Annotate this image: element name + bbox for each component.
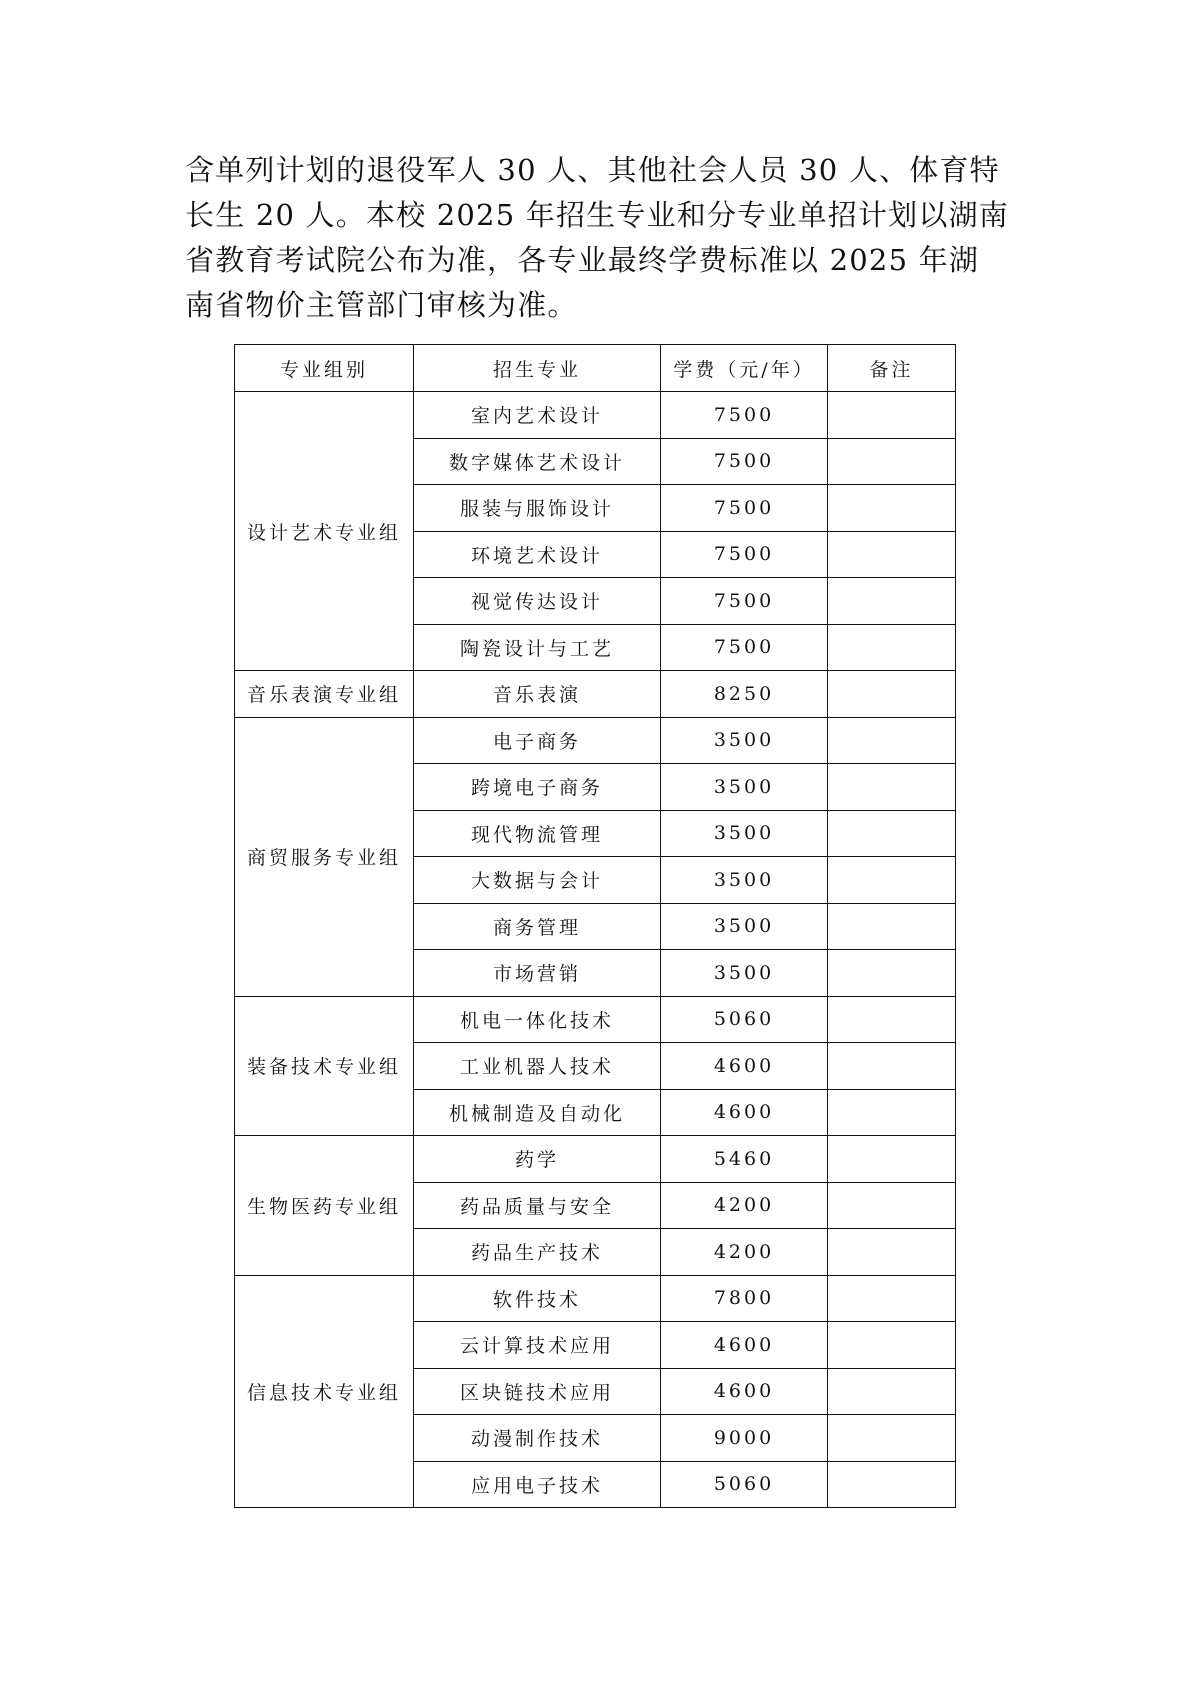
fee-cell: 5060	[661, 1461, 828, 1508]
fee-cell: 3500	[661, 810, 828, 857]
group-name-cell: 音乐表演专业组	[235, 671, 414, 718]
note-cell	[828, 438, 956, 485]
fee-cell: 4200	[661, 1229, 828, 1276]
tuition-table	[234, 344, 956, 1508]
header-fee: 学费（元/年）	[661, 345, 828, 392]
table-body	[235, 392, 956, 1508]
group-name-cell: 装备技术专业组	[235, 996, 414, 1136]
major-cell: 应用电子技术	[414, 1461, 661, 1508]
note-cell	[828, 1275, 956, 1322]
fee-cell: 4200	[661, 1182, 828, 1229]
note-cell	[828, 950, 956, 997]
table-row	[235, 996, 956, 1043]
major-cell: 软件技术	[414, 1275, 661, 1322]
note-cell	[828, 1043, 956, 1090]
major-cell: 区块链技术应用	[414, 1368, 661, 1415]
note-cell	[828, 764, 956, 811]
paragraph-line: 省教育考试院公布为准，各专业最终学费标准以 2025 年湖	[185, 243, 980, 277]
paragraph-line: 长生 20 人。本校 2025 年招生专业和分专业单招计划以湖南	[185, 198, 1009, 232]
note-cell	[828, 1368, 956, 1415]
major-cell: 室内艺术设计	[414, 392, 661, 439]
table-row	[235, 392, 956, 439]
table-row	[235, 671, 956, 718]
fee-cell: 3500	[661, 857, 828, 904]
major-cell: 数字媒体艺术设计	[414, 438, 661, 485]
note-cell	[828, 531, 956, 578]
header-note: 备注	[828, 345, 956, 392]
note-cell	[828, 392, 956, 439]
note-cell	[828, 1089, 956, 1136]
major-cell: 大数据与会计	[414, 857, 661, 904]
fee-cell: 7500	[661, 392, 828, 439]
major-cell: 市场营销	[414, 950, 661, 997]
table-header-row	[235, 345, 956, 392]
fee-cell: 3500	[661, 950, 828, 997]
fee-cell: 5060	[661, 996, 828, 1043]
note-cell	[828, 857, 956, 904]
major-cell: 音乐表演	[414, 671, 661, 718]
note-cell	[828, 578, 956, 625]
fee-cell: 7500	[661, 624, 828, 671]
major-cell: 跨境电子商务	[414, 764, 661, 811]
major-cell: 视觉传达设计	[414, 578, 661, 625]
fee-cell: 7500	[661, 438, 828, 485]
major-cell: 药品质量与安全	[414, 1182, 661, 1229]
paragraph-line: 南省物价主管部门审核为准。	[185, 288, 578, 322]
major-cell: 陶瓷设计与工艺	[414, 624, 661, 671]
major-cell: 动漫制作技术	[414, 1415, 661, 1462]
fee-cell: 7500	[661, 531, 828, 578]
group-name-cell: 设计艺术专业组	[235, 392, 414, 671]
note-cell	[828, 624, 956, 671]
fee-cell: 7800	[661, 1275, 828, 1322]
major-cell: 药品生产技术	[414, 1229, 661, 1276]
group-name-cell: 生物医药专业组	[235, 1136, 414, 1276]
major-cell: 现代物流管理	[414, 810, 661, 857]
fee-cell: 7500	[661, 485, 828, 532]
fee-cell: 4600	[661, 1089, 828, 1136]
table-row	[235, 717, 956, 764]
note-cell	[828, 1415, 956, 1462]
note-cell	[828, 903, 956, 950]
table-row	[235, 1275, 956, 1322]
fee-cell: 3500	[661, 903, 828, 950]
fee-cell: 4600	[661, 1322, 828, 1369]
major-cell: 电子商务	[414, 717, 661, 764]
major-cell: 工业机器人技术	[414, 1043, 661, 1090]
table-row	[235, 1136, 956, 1183]
fee-cell: 3500	[661, 717, 828, 764]
fee-cell: 9000	[661, 1415, 828, 1462]
intro-paragraph	[185, 148, 1020, 328]
fee-cell: 3500	[661, 764, 828, 811]
fee-cell: 7500	[661, 578, 828, 625]
paragraph-line: 含单列计划的退役军人 30 人、其他社会人员 30 人、体育特	[185, 153, 1000, 187]
note-cell	[828, 485, 956, 532]
note-cell	[828, 1229, 956, 1276]
group-name-cell: 信息技术专业组	[235, 1275, 414, 1508]
fee-cell: 4600	[661, 1043, 828, 1090]
note-cell	[828, 996, 956, 1043]
note-cell	[828, 810, 956, 857]
note-cell	[828, 1322, 956, 1369]
fee-cell: 5460	[661, 1136, 828, 1183]
major-cell: 药学	[414, 1136, 661, 1183]
major-cell: 机械制造及自动化	[414, 1089, 661, 1136]
major-cell: 机电一体化技术	[414, 996, 661, 1043]
note-cell	[828, 1136, 956, 1183]
header-group: 专业组别	[235, 345, 414, 392]
fee-cell: 8250	[661, 671, 828, 718]
note-cell	[828, 671, 956, 718]
major-cell: 云计算技术应用	[414, 1322, 661, 1369]
fee-cell: 4600	[661, 1368, 828, 1415]
header-major: 招生专业	[414, 345, 661, 392]
major-cell: 环境艺术设计	[414, 531, 661, 578]
note-cell	[828, 717, 956, 764]
major-cell: 商务管理	[414, 903, 661, 950]
note-cell	[828, 1461, 956, 1508]
major-cell: 服装与服饰设计	[414, 485, 661, 532]
group-name-cell: 商贸服务专业组	[235, 717, 414, 996]
note-cell	[828, 1182, 956, 1229]
